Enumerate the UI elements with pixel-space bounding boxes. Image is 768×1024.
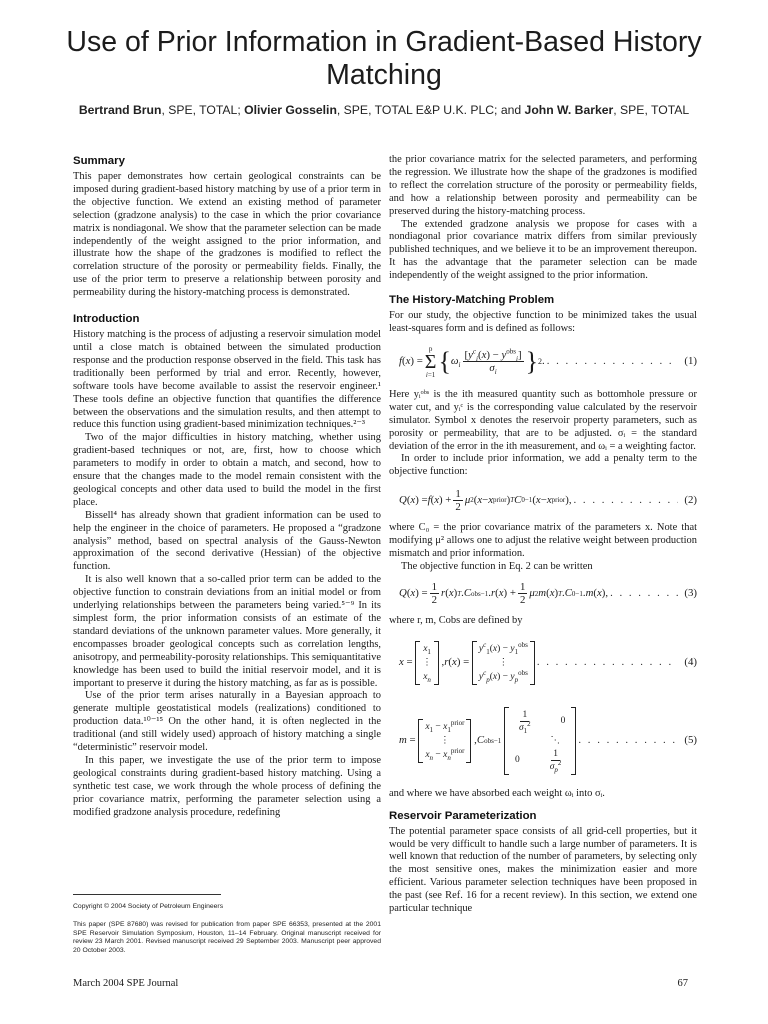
hm-paragraph-6: where r, m, Cobs are defined by xyxy=(389,614,523,626)
intro-paragraph-3: Bissell⁴ has already shown that gradient information can be used to help the engineer in the choice of parameters. He proposed a “gradzone analysis” method, based on spectral analysis of the Gauss-Newton approximation of the second derivative (Hessian) of the objective function. xyxy=(73,509,381,573)
vector-m: $x_1 - x_1^{prior}$ ⋮ $x_n - x_n^{prior}$ xyxy=(418,719,471,763)
equation-1: f ( x ) = p Σ i=1 { $\omega_i$ $\frac{[y^c_i(x) - y^{obs}_i]}{\sigma_i}$ } 2 . . . . (1) xyxy=(399,340,697,384)
paper-title: Use of Prior Information in Gradient-Based History Matching xyxy=(66,26,702,91)
equation-5: m = $x_1 - x_1^{prior}$ ⋮ $x_n - x_n^{prior}$ , C obs −1 $\frac{1}{\sigma_1^2}$ 0 ⋱ 0 $\frac{1}{\sigma_p^2}$ . . . (5) xyxy=(399,699,697,783)
equation-2-number: (2) xyxy=(684,493,697,506)
intro-paragraph-6: In this paper, we investigate the use of the prior term to impose geological constraints during gradient-based history matching. Using a synthetic test case, we work through the whole process of defining the prior covariance matrix, performing the parameter selection using a modified gradzone analysis procedure, redefining xyxy=(73,754,381,818)
hm-paragraph-5: The objective function in Eq. 2 can be written xyxy=(401,560,593,572)
summary-heading: Summary xyxy=(73,155,125,167)
reservoir-parameterization-heading: Reservoir Parameterization xyxy=(389,809,537,822)
author-3-name: John W. Barker xyxy=(524,103,614,117)
author-line xyxy=(40,103,728,117)
equation-5-number: (5) xyxy=(684,734,697,747)
hm-paragraph-2: Here yᵢᵒᵇˢ is the ith measured quantity such as bottomhole pressure or water cut, and yᵢᶜ is the corresponding value calculated by the reservoir simulator. Symbol x denotes the reservoir property parameters, such as porosity or permeability, that are to be adjusted. σᵢ = the standard deviation of the error in the ith measurement, and ωᵢ = a weighting factor. xyxy=(389,388,697,452)
intro-paragraph-4: It is also well known that a so-called prior term can be added to the objective function to constrain deviations from an initial model or from underlying relationships between the parameters being varied.⁵⁻⁹ In its simplest form, the prior information consists of an estimate of the standard deviations of the unknown parameter values. More generally, it encompasses broader geological concepts such as correlation lengths, anisotropy, and permeability-porosity relationships. This semiquantitative knowledge has been used to build the initial reservoir model, and it is important to preserve it during the history matching, as far as is possible. xyxy=(73,574,381,689)
hm-paragraph-7: and where we have absorbed each weight ωᵢ into σᵢ. xyxy=(389,787,605,799)
vector-x: $x_1$ ⋮ $x_n$ xyxy=(415,641,439,685)
hm-paragraph-4: where C₀ = the prior covariance matrix of the parameters x. Note that modifying μ² allows one to adjust the relative weight between production mismatch and prior information. xyxy=(389,522,697,560)
history-matching-heading: The History-Matching Problem xyxy=(389,294,555,307)
summary-paragraph: This paper demonstrates how certain geological constraints can be imposed during gradient-based history matching by use of a prior term in the objective function. We extend an existing method of parameter selection (gradzone analysis) to the case in which the prior covariance matrix is nondiagonal. We show that the parameter selection can be made independently of the weight assigned to the prior information, and illustrate how the shape of the gradzones is modified to reflect the correlation structure of the porosity or permeability fields. Finally, the use of the prior term to preserve a relationship between porosity and permeability during the history-matching process is demonstrated. xyxy=(73,171,381,299)
author-1-name: Bertrand Brun xyxy=(78,103,162,117)
intro-continued-paragraph-1: the prior covariance matrix for the selected parameters, and performing the regression. We illustrate how the shape of the gradzones is modified to reflect the correlation structure of the porosity or permeability fields, and how a relationship between porosity and permeability can be preserved during the history-matching process. xyxy=(389,154,697,217)
footnote-divider xyxy=(73,894,221,895)
hm-paragraph-1: For our study, the objective function to be minimized takes the usual least-squares form and is defined as follows: xyxy=(389,310,697,334)
left-column xyxy=(73,154,381,820)
copyright-footnote: Copyright © 2004 Society of Petroleum Engineers xyxy=(73,903,224,910)
author-1-affiliation: , SPE, TOTAL; xyxy=(161,103,245,117)
paper-origin-footnote: This paper (SPE 87680) was revised for publication from paper SPE 66353, presented at the 2001 SPE Reservoir Simulation Symposium, Houston, 11–14 February. Original manuscript received for review 23 March 2001. Revised manuscript received 29 September 2003. Manuscript peer approved 20 October 2003. xyxy=(73,921,381,954)
equation-3: Q ( x ) = $\frac{1}{2}$ r ( x ) T . C obs −1 . r ( x ) + $\frac{1}{2}$ μ 2 m ( x ) T . C 0 −1 . m ( x ), . . . (3) xyxy=(399,578,697,610)
equation-3-number: (3) xyxy=(684,587,697,600)
intro-paragraph-1: History matching is the process of adjusting a reservoir simulation model until a close match is obtained between the simulated production response and the production response observed in the field. This task has traditionally been performed by trial and error. Recently, however, software tools have become available to assist the reservoir engineer.¹ These tools define an objective function that quantifies the difference between the observations and the simulation results, and then attempt to reduce this function using gradient-based minimization techniques.²⁻³ xyxy=(73,329,381,431)
page-number: 67 xyxy=(677,978,688,989)
intro-continued-paragraph-2: The extended gradzone analysis we propose for cases with a nondiagonal prior covariance matrix differs from similar previously published techniques, and we believe it to be an improvement thereupon. It has the advantage that the parameter selection can be made independently of the weight assigned to the prior information. xyxy=(389,218,697,282)
equation-4: x = $x_1$ ⋮ $x_n$ , r ( x ) = $y^c_1(x) - y_1^{obs}$ ⋮ $y^c_p(x) - y_p^{obs}$ . . . (4) xyxy=(399,632,697,694)
equation-4-number: (4) xyxy=(684,656,697,669)
hm-paragraph-3: In order to include prior information, we add a penalty term to the objective function: xyxy=(389,453,697,478)
equation-1-number: (1) xyxy=(684,355,697,368)
matrix-cobs-inverse: $\frac{1}{\sigma_1^2}$ 0 ⋱ 0 $\frac{1}{\sigma_p^2}$ xyxy=(504,707,576,775)
equation-2: Q ( x ) = f ( x ) + $\frac{1}{2}$ μ 2 ( x − x prior ) T C 0 −1 ( x − x prior ), . . . (2) xyxy=(399,483,697,517)
journal-issue: March 2004 SPE Journal xyxy=(73,978,179,989)
author-2-name: Olivier Gosselin xyxy=(244,103,337,117)
vector-r: $y^c_1(x) - y_1^{obs}$ ⋮ $y^c_p(x) - y_p^{obs}$ xyxy=(472,641,535,685)
author-3-affiliation: , SPE, TOTAL xyxy=(613,103,690,117)
intro-paragraph-2: Two of the major difficulties in history matching, whether using gradient-based techniques or not, are, first, how to choose which parameters to modify in order to obtain a match, and second, how to ensure that the changes made to the model remain consistent with the geological concepts and other data used to build the model in the first place. xyxy=(73,432,381,508)
reservoir-paragraph-1: The potential parameter space consists of all grid-cell properties, but it would be very difficult to handle such a large number of parameters. It is well known that reduction of the number of parameters, by selecting only the most sensitive ones, makes the minimization easier and more efficient. Various parameter selection techniques have been proposed in the past (see Ref. 16 for a recent review). In this section, we extend one particular technique xyxy=(389,825,697,915)
intro-paragraph-5: Use of the prior term arises naturally in a Bayesian approach to generate multiple geostatistical models (realizations) conditioned to production data.¹⁰⁻¹⁵ On the other hand, it is often neglected in the traditional (and still widely used) approach of history matching a single “deterministic” reservoir model. xyxy=(73,690,381,754)
introduction-heading: Introduction xyxy=(73,313,140,326)
author-2-affiliation: , SPE, TOTAL E&P U.K. PLC; and xyxy=(336,103,525,117)
right-column xyxy=(389,154,697,916)
